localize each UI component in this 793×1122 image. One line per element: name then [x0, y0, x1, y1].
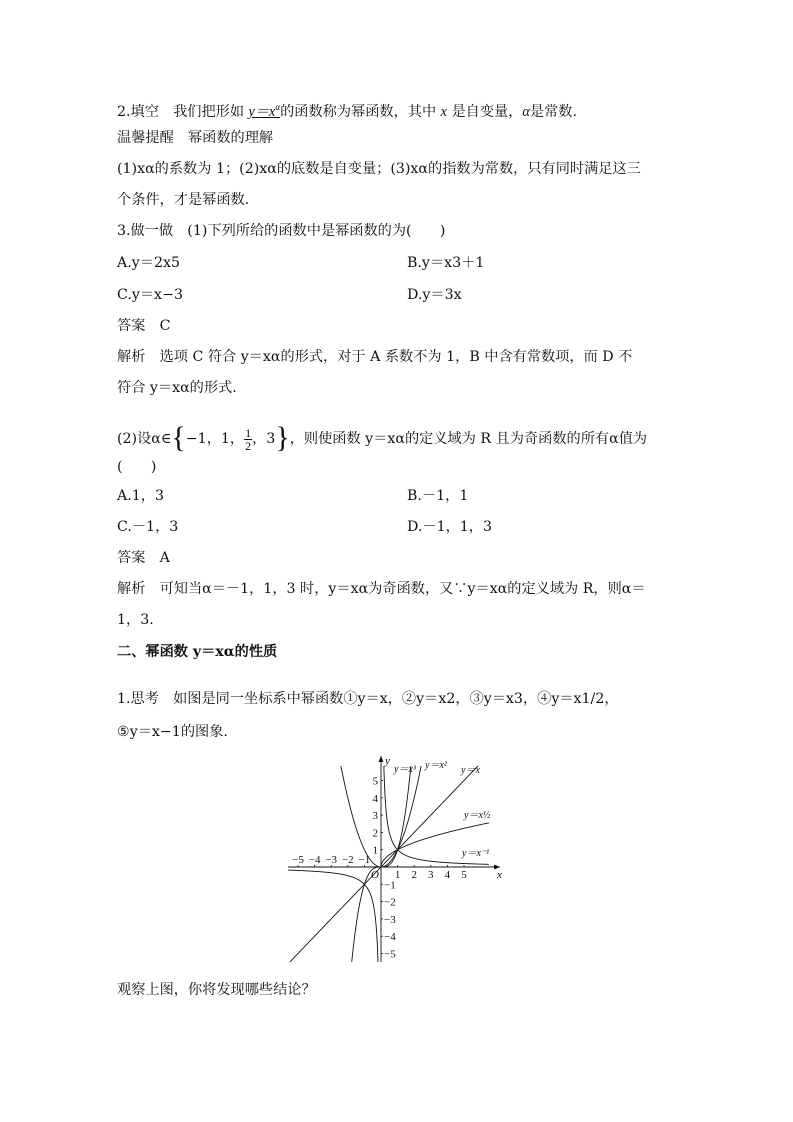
answer-1: 答案 C	[117, 318, 171, 334]
option-2a: A.1，3	[117, 488, 164, 504]
tip-title: 温馨提醒 幂函数的理解	[117, 130, 274, 146]
option-d: D.y＝3x	[407, 287, 462, 303]
y-tick-label: −2	[384, 896, 396, 909]
option-2d: D.－1，1，3	[407, 519, 493, 535]
y-tick-label: 1	[372, 844, 378, 857]
exercise-2-question: (2)设α∈{−1，1， $\frac{1}{2}$ ，3}，则使函数 y＝xα的定义域为 R 且为奇函数的所有α值为	[117, 421, 648, 454]
x-tick-label: −3	[325, 854, 338, 866]
fill-blank-definition: 2.填空 我们把形如 $y=x^\alpha$的函数称为幂函数，其中 x 是自变量，α是常数.	[117, 102, 577, 120]
y-tick-label: 5	[372, 775, 378, 788]
y-axis-arrow	[379, 756, 384, 762]
y-tick-label: 2	[372, 827, 378, 840]
answer-2: 答案 A	[117, 550, 170, 566]
x-tick-label: −4	[308, 854, 321, 866]
y-tick-label: 4	[372, 792, 378, 805]
explanation-2-line-1: 解析 可知当α＝－1，1，3 时，y＝xα为奇函数，又∵y＝xα的定义域为 R，则α＝	[117, 581, 646, 597]
tip-line-2: 个条件，才是幂函数.	[117, 192, 250, 208]
section-2-title: 二、幂函数 y＝xα的性质	[117, 644, 278, 660]
x-tick-label: −2	[341, 854, 354, 866]
explanation-1-line-2: 符合 y＝xα的形式.	[117, 380, 237, 396]
think-question: 观察上图，你将发现哪些结论？	[117, 982, 316, 998]
y-tick-label: 3	[372, 810, 378, 823]
y-tick-label: −4	[384, 931, 396, 944]
fraction-one-half: $\frac{1}{2}$	[245, 425, 252, 453]
curve-label: y＝x½	[464, 810, 491, 821]
x-tick-label: −5	[292, 854, 304, 866]
curve-label: y＝x⁻¹	[462, 848, 490, 859]
x-tick-label: 4	[444, 869, 451, 881]
tip-line-1: (1)xα的系数为 1；(2)xα的底数是自变量；(3)xα的指数为常数，只有同时满足这三	[117, 161, 641, 177]
x-tick-label: 2	[411, 869, 417, 881]
y-axis-label: y	[385, 755, 390, 767]
x-tick-label: 1	[394, 869, 401, 881]
x-tick-label: −1	[358, 854, 371, 866]
origin-label: O	[371, 869, 379, 881]
option-b: B.y＝x3＋1	[407, 255, 485, 271]
option-c: C.y＝x−3	[117, 287, 183, 303]
y-tick-label: −1	[384, 879, 396, 892]
curve-label: y＝x²	[425, 760, 447, 771]
think-line-1: 1.思考 如图是同一坐标系中幂函数①y＝x，②y＝x2，③y＝x3，④y＝x1/2，	[117, 691, 619, 707]
option-a: A.y＝2x5	[117, 255, 181, 271]
option-2c: C.－1，3	[117, 519, 179, 535]
x-axis-label: x	[497, 869, 502, 881]
exercise-1-heading: 3.做一做 (1)下列所给的函数中是幂函数的为( )	[117, 223, 446, 239]
option-2b: B.－1，1	[407, 488, 469, 504]
curve-y-x-2	[284, 752, 489, 867]
x-tick-label: 5	[461, 869, 467, 881]
curve-label: y＝x	[461, 765, 480, 776]
think-line-2: ⑤y＝x−1的图象.	[117, 724, 228, 740]
curve-y-x-1-2	[381, 823, 489, 867]
exercise-2-paren: ( )	[117, 459, 157, 475]
y-tick-label: −3	[384, 913, 396, 926]
x-tick-label: 3	[428, 869, 434, 881]
explanation-2-line-2: 1，3.	[117, 612, 154, 628]
explanation-1-line-1: 解析 选项 C 符合 y＝xα的形式，对于 A 系数不为 1，B 中含有常数项，而 D 不	[117, 349, 633, 365]
curve-label: y＝x³	[394, 764, 416, 775]
y-tick-label: −5	[384, 948, 396, 961]
power-functions-graph	[284, 752, 514, 966]
power-function-form: $y=x^\alpha$	[248, 102, 281, 120]
